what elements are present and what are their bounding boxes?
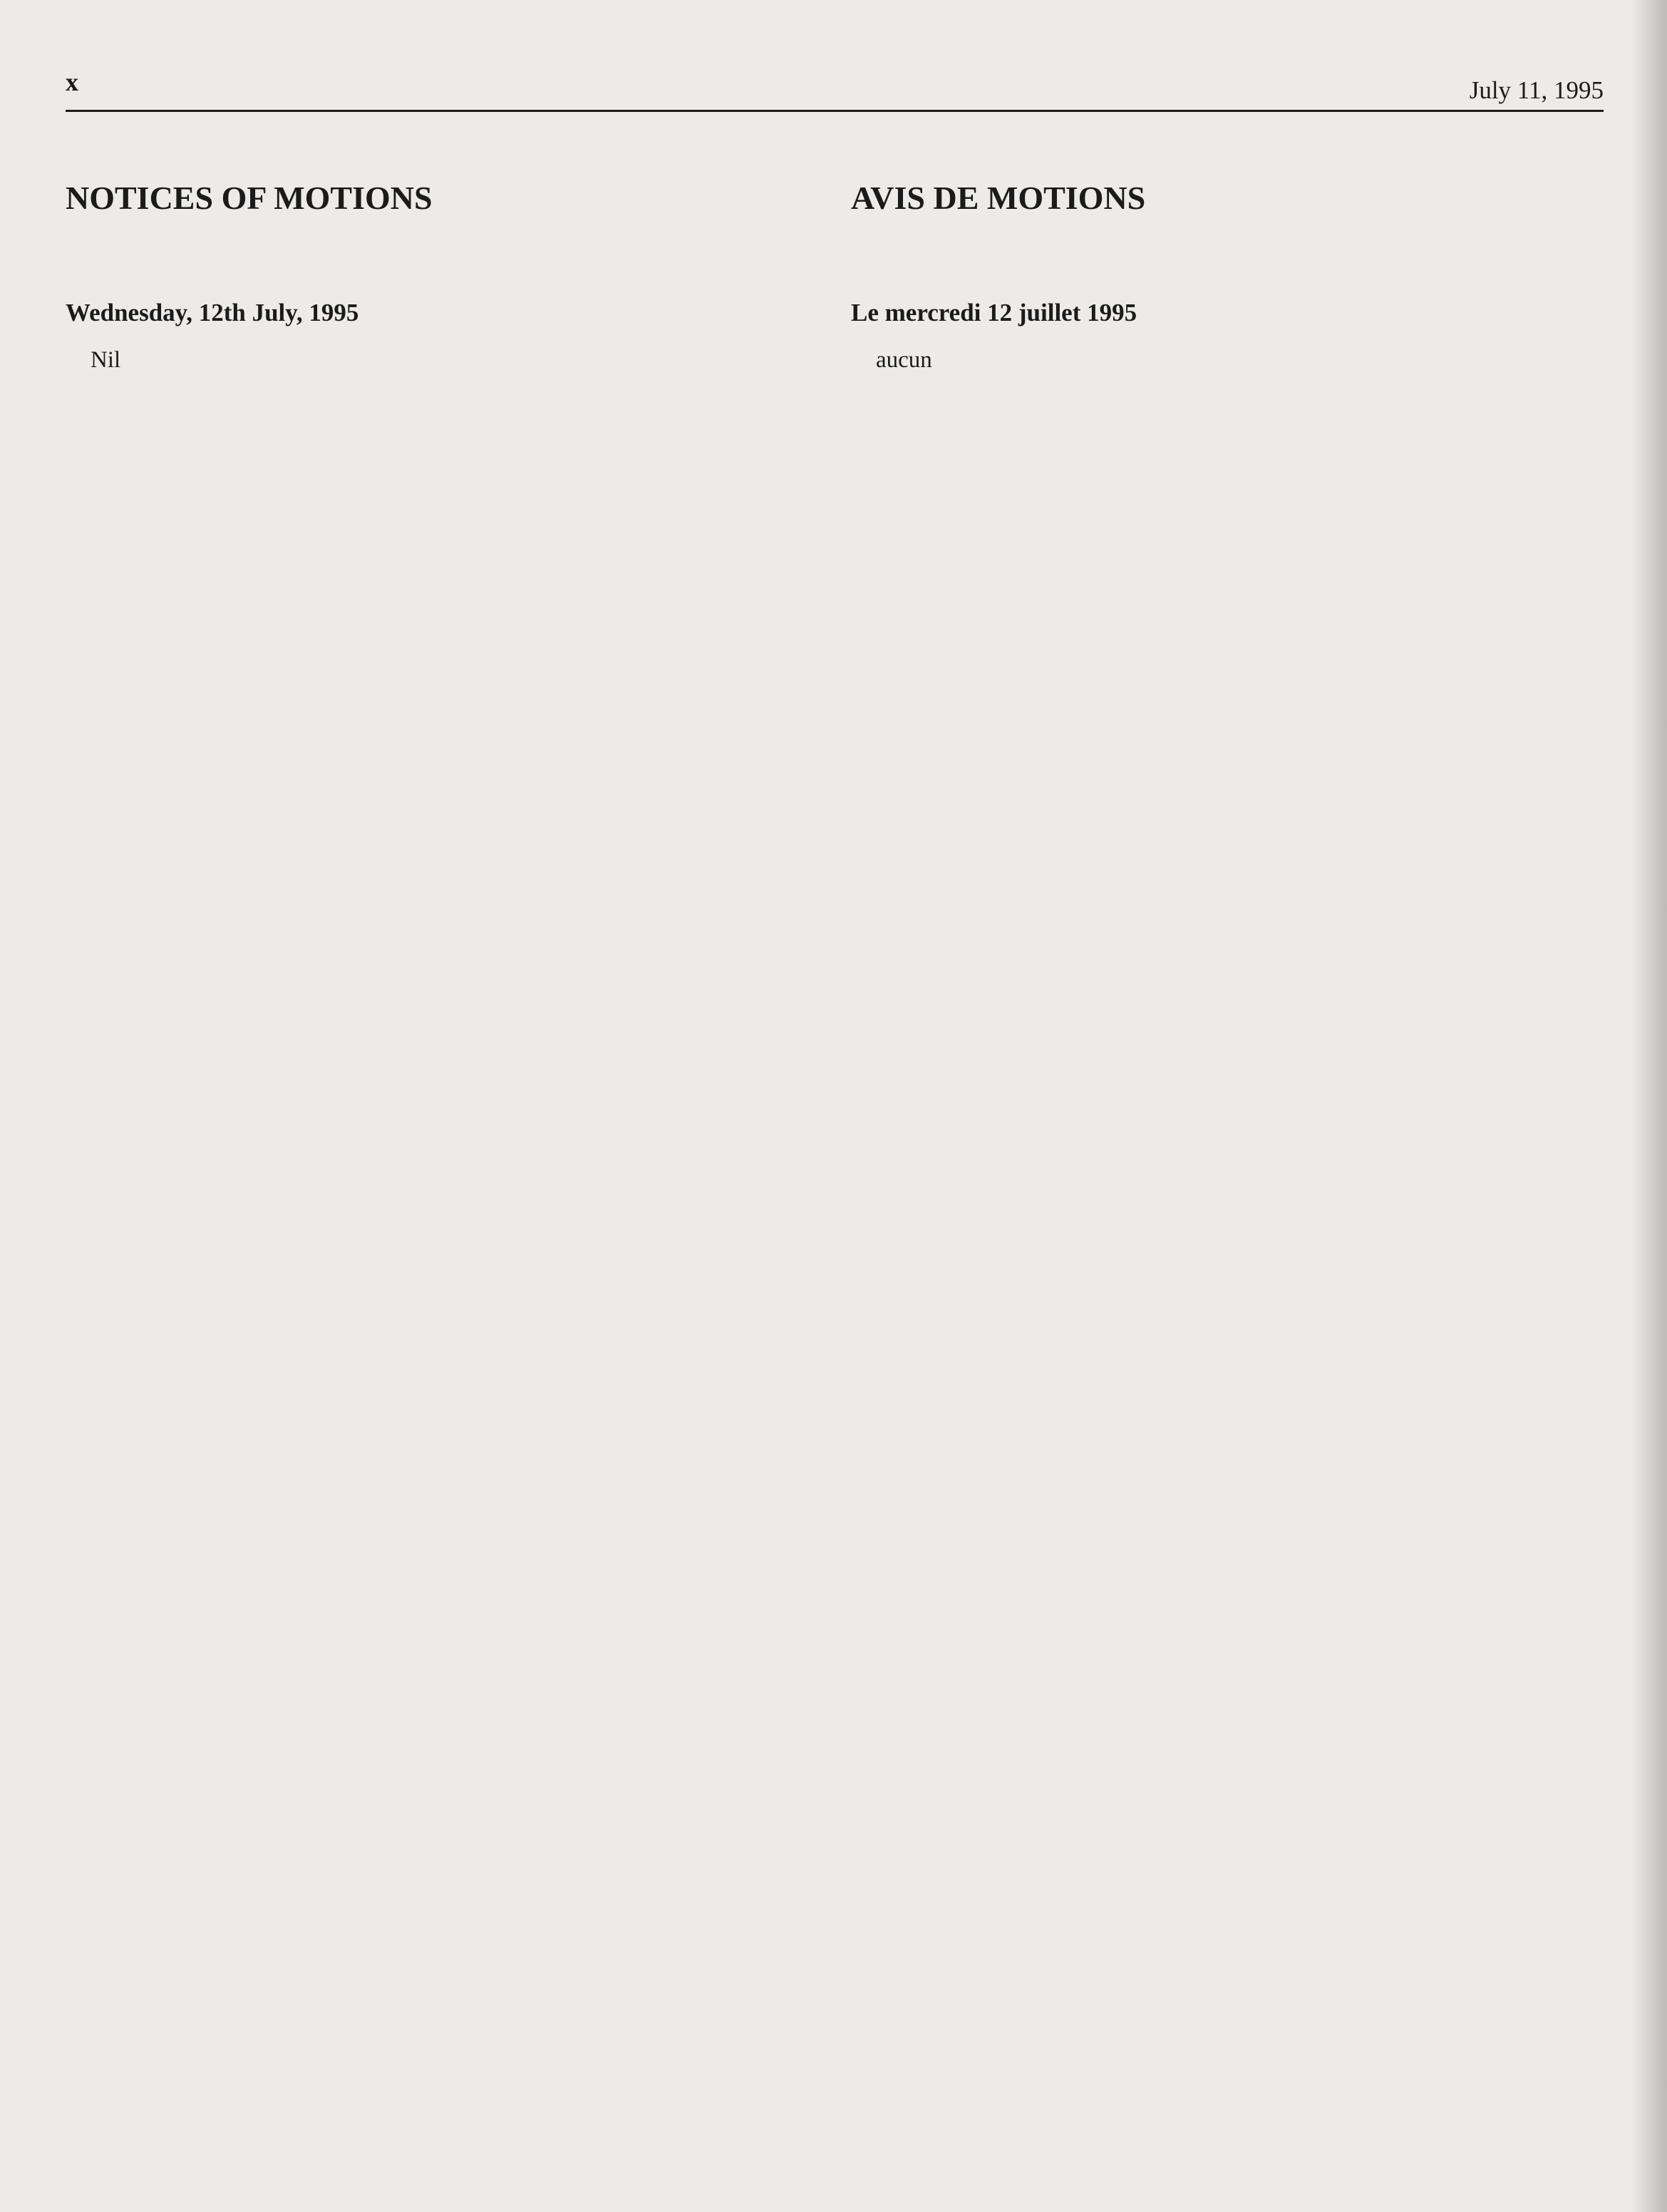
section-title-english: NOTICES OF MOTIONS [66,180,433,216]
header-rule [66,110,1604,112]
section-title-french: AVIS DE MOTIONS [851,180,1146,216]
sitting-date-french: Le mercredi 12 juillet 1995 [851,299,1137,326]
sitting-date-english: Wednesday, 12th July, 1995 [66,299,359,326]
french-column [851,178,1564,373]
header-date: July 11, 1995 [1469,76,1604,104]
page-number: x [66,68,78,96]
motions-list-english: Nil [91,347,121,373]
english-column [66,178,778,373]
page-header [66,68,1604,110]
motions-list-french: aucun [876,347,932,373]
page-edge-shadow [1631,0,1667,2212]
